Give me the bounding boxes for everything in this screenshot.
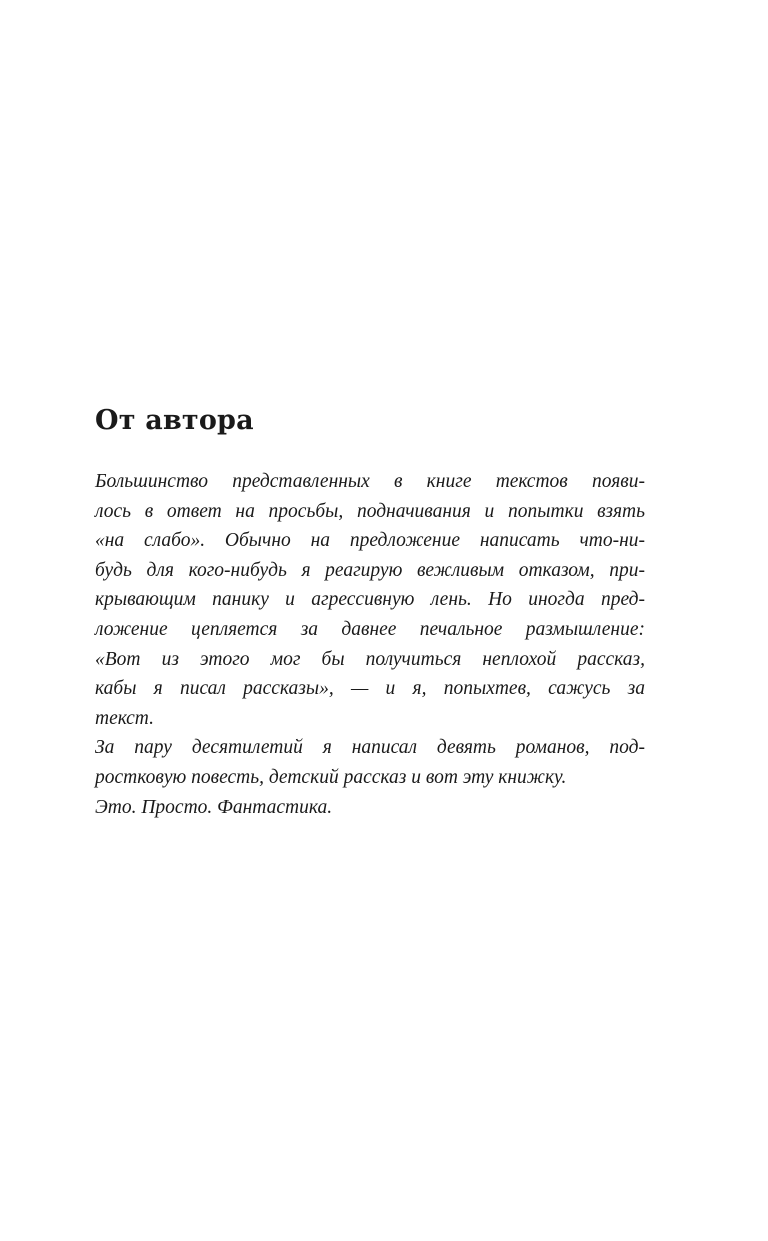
text-line: ростковую повесть, детский рассказ и вот эту книжку. xyxy=(95,766,567,788)
page-title: От автора xyxy=(95,405,254,436)
text-line: Это. Просто. Фантастика. xyxy=(95,796,333,818)
text-line: будь для кого-нибудь я реагирую вежливым отказом, при- xyxy=(95,559,645,581)
text-line: текст. xyxy=(95,707,154,729)
text-line: крывающим панику и агрессивную лень. Но иногда пред- xyxy=(95,589,645,611)
text-line: ложение цепляется за давнее печальное размышление: xyxy=(95,618,645,640)
text-line: За пару десятилетий я написал девять романов, под- xyxy=(95,737,645,759)
body-text xyxy=(95,467,645,822)
text-line: «Вот из этого мог бы получиться неплохой рассказ, xyxy=(95,648,645,670)
text-line: кабы я писал рассказы», — и я, попыхтев, сажусь за xyxy=(95,678,645,700)
text-line: лось в ответ на просьбы, подначивания и попытки взять xyxy=(95,500,645,522)
text-line: Большинство представленных в книге текстов появи- xyxy=(95,471,645,492)
text-line: «на слабо». Обычно на предложение написать что-ни- xyxy=(95,530,645,552)
